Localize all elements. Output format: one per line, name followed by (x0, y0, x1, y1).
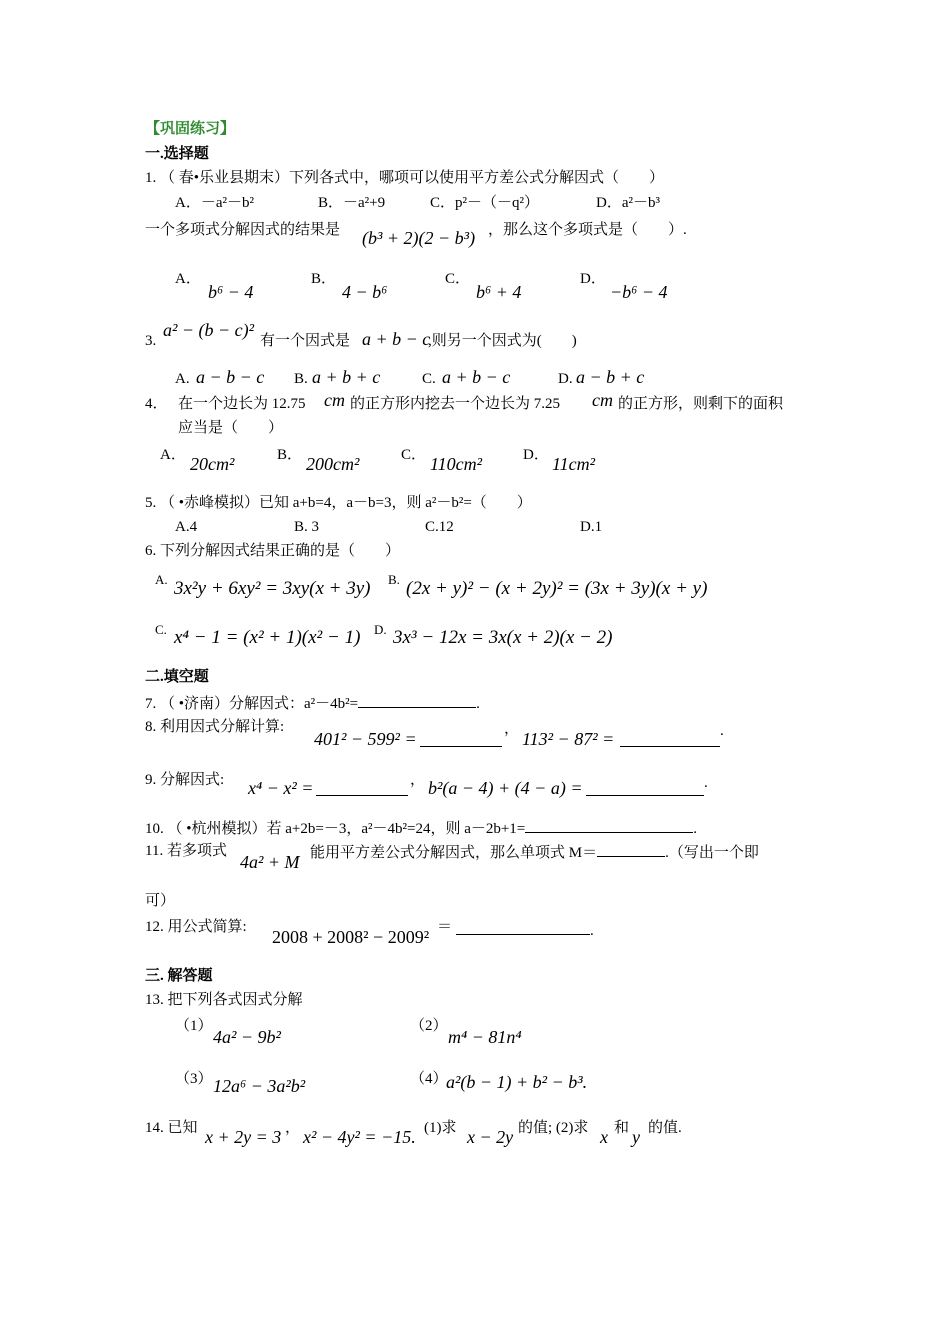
q3-mid-text: 有一个因式是 (260, 333, 351, 349)
q14-part-2: 的值; (2)求 (518, 1120, 589, 1136)
q11-prefix: 11. 若多项式 (145, 843, 227, 859)
q4-option-a: 20cm² (190, 454, 235, 474)
q8-expression-1: 401² − 599² = (314, 729, 417, 749)
q14-variable-x: x (600, 1127, 608, 1147)
q14-variable-y: y (632, 1127, 640, 1147)
q13-stem: 13. 把下列各式因式分解 (145, 992, 303, 1008)
q5-option-b: B. 3 (294, 519, 320, 535)
q11-line-1 (310, 842, 759, 862)
q2-expression: (b³ + 2)(2 − b³) (362, 228, 476, 248)
q4-unit-2: cm (592, 390, 613, 410)
q9-expression-2: b²(a − 4) + (4 − a) = (428, 778, 583, 798)
q4-label-a: A． (160, 447, 186, 463)
q14-condition-1: x + 2y = 3 (205, 1127, 282, 1147)
q6-stem: 6. 下列分解因式结果正确的是（ ） (145, 543, 401, 559)
q2-option-d: −b⁶ − 4 (610, 282, 668, 302)
q1-option-c: C．p²－（－q²） (430, 195, 539, 211)
q3-expression: a² − (b − c)² (163, 320, 255, 340)
q6-option-a: 3x²y + 6xy² = 3xy(x + 3y) (174, 578, 371, 599)
q3-label-d: D. (558, 371, 573, 387)
q7-answer-blank[interactable] (358, 693, 476, 708)
q2-label-d: D． (580, 271, 606, 287)
q4-label-b: B． (277, 447, 303, 463)
q8-separator: ， (504, 721, 520, 737)
q13-item-3-label: （3） (175, 1071, 213, 1087)
q12-end: . (590, 923, 594, 939)
q8-label: 8. 利用因式分解计算: (145, 719, 285, 735)
q10-answer-blank[interactable] (525, 818, 693, 833)
q6-option-c: x⁴ − 1 = (x² + 1)(x² − 1) (174, 627, 361, 648)
q4-line-2: 应当是（ ） (178, 420, 284, 436)
q13-item-1-label: （1） (175, 1018, 213, 1034)
q13-item-3-expression: 12a⁶ − 3a²b² (213, 1076, 306, 1096)
q3-factor: a + b − c (362, 329, 431, 349)
q4-text-1: 在一个边长为 12.75 (178, 396, 306, 412)
section-solve-title: 三. 解答题 (145, 968, 213, 984)
q14-part-4: 的值. (648, 1120, 682, 1136)
q14-part-1: (1)求 (424, 1120, 457, 1136)
q8-answer-blank-2[interactable] (620, 732, 720, 747)
q12-equals: ＝ (437, 919, 453, 935)
q2-label-b: B． (311, 271, 337, 287)
q11-answer-blank[interactable] (597, 842, 665, 857)
q3-option-c: a + b − c (442, 367, 511, 387)
q14-part-3: 和 (614, 1120, 630, 1136)
q5-stem: 5. （ •赤峰模拟）已知 a+b=4，a－b=3，则 a²－b²=（ ） (145, 495, 532, 511)
q12-answer-blank[interactable] (456, 920, 590, 935)
q9-label: 9. 分解因式: (145, 772, 225, 788)
q4-text-3: 的正方形，则剩下的面积 (618, 396, 784, 412)
q6-label-d: D. (374, 622, 387, 637)
q5-option-a: A.4 (175, 519, 198, 535)
q6-option-b: (2x + y)² − (x + 2y)² = (3x + 3y)(x + y) (406, 578, 708, 599)
q10-end: . (693, 821, 698, 837)
q7-end: . (476, 696, 480, 712)
q10-text (145, 818, 697, 838)
q2-stem-prefix: 一个多项式分解因式的结果是 (145, 222, 341, 238)
q3-option-d: a − b + c (576, 367, 645, 387)
q13-item-4-label: （4） (410, 1071, 448, 1087)
q2-option-a: b⁶ − 4 (208, 282, 254, 302)
q4-unit-1: cm (324, 390, 345, 410)
q4-label-d: D． (523, 447, 549, 463)
q6-option-d: 3x³ − 12x = 3x(x + 2)(x − 2) (393, 627, 613, 648)
q13-item-4-expression: a²(b − 1) + b² − b³. (446, 1072, 588, 1092)
q7-stem: 7. （ •济南）分解因式：a²－4b²= (145, 696, 359, 712)
q4-number: 4． (145, 396, 168, 412)
q1-option-d: D．a²－b³ (596, 195, 660, 211)
q9-answer-blank-1[interactable] (316, 781, 408, 796)
q1-option-a: A．－a²－b² (175, 195, 254, 211)
q4-option-b: 200cm² (306, 454, 360, 474)
q7-text (145, 693, 480, 713)
q14-expression: x − 2y (467, 1127, 514, 1147)
q3-option-b: a + b + c (312, 367, 381, 387)
q11-expression: 4a² + M (240, 852, 300, 872)
q4-label-c: C． (401, 447, 427, 463)
q11-suffix: .（写出一个即 (665, 845, 759, 861)
q3-option-a: a − b − c (196, 367, 265, 387)
q4-text-2: 的正方形内挖去一个边长为 7.25 (350, 396, 561, 412)
q6-label-c: C. (155, 622, 167, 637)
q3-suffix: ,则另一个因式为( ) (428, 333, 577, 349)
q9-expression-1: x⁴ − x² = (248, 778, 314, 798)
section-choice-title: 一.选择题 (145, 146, 209, 162)
q8-end: . (720, 723, 724, 739)
q3-number: 3. (145, 333, 157, 349)
q13-item-2-label: （2） (410, 1018, 448, 1034)
q8-expression-2: 113² − 87² = (522, 729, 615, 749)
q1-option-b: B．－a²+9 (318, 195, 386, 211)
section-fill-title: 二.填空题 (145, 669, 209, 685)
q14-prefix: 14. 已知 (145, 1120, 198, 1136)
q13-item-1-expression: 4a² − 9b² (213, 1027, 281, 1047)
q4-option-c: 110cm² (430, 454, 483, 474)
q2-label-a: A． (175, 271, 201, 287)
q11-line-2: 可） (145, 893, 176, 909)
q2-option-b: 4 − b⁶ (342, 282, 388, 302)
q3-label-c: C. (422, 371, 436, 387)
q4-option-d: 11cm² (552, 454, 596, 474)
q5-option-c: C.12 (425, 519, 454, 535)
q9-end: . (704, 775, 708, 791)
q6-label-b: B. (388, 572, 400, 587)
q2-option-c: b⁶ + 4 (476, 282, 522, 302)
q1-stem: 1. （ 春•乐业县期末）下列各式中，哪项可以使用平方差公式分解因式（ ） (145, 170, 665, 186)
q9-separator: ， (410, 772, 426, 788)
q14-separator: ， (285, 1120, 301, 1136)
q2-stem-suffix: ，那么这个多项式是（ ）. (488, 222, 687, 238)
q11-mid: 能用平方差公式分解因式，那么单项式 M＝ (310, 845, 598, 861)
q9-answer-blank-2[interactable] (586, 781, 704, 796)
q12-prefix: 12. 用公式简算: (145, 919, 247, 935)
q10-stem: 10. （ •杭州模拟）若 a+2b=－3，a²－4b²=24，则 a－2b+1= (145, 821, 526, 837)
q3-label-b: B. (294, 371, 308, 387)
q2-label-c: C． (445, 271, 471, 287)
q14-condition-2: x² − 4y² = −15. (303, 1127, 416, 1147)
q12-expression: 2008 + 2008² − 2009² (272, 927, 430, 947)
q8-answer-blank-1[interactable] (420, 732, 502, 747)
q3-label-a: A. (175, 371, 190, 387)
exercise-header: 【巩固练习】 (145, 121, 236, 137)
q5-option-d: D.1 (580, 519, 603, 535)
q13-item-2-expression: m⁴ − 81n⁴ (448, 1027, 522, 1047)
q6-label-a: A. (155, 572, 168, 587)
